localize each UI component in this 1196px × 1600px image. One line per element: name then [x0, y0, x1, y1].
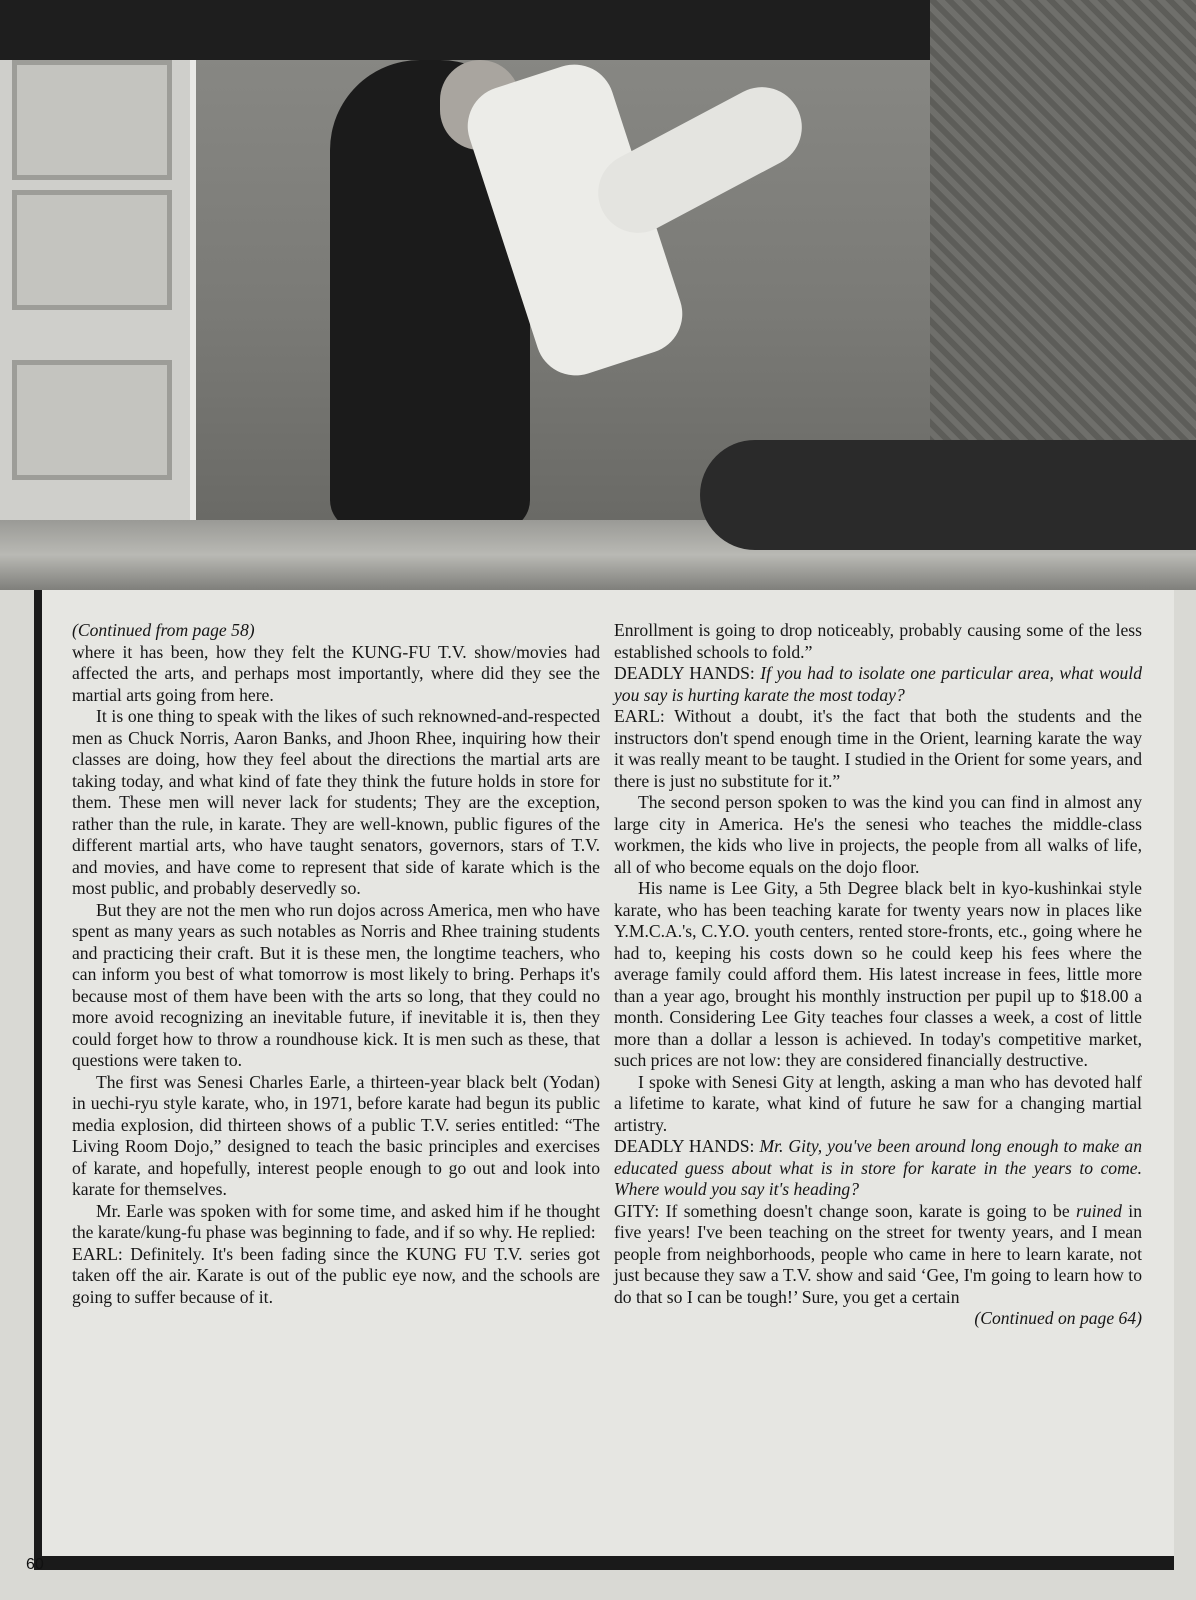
article-paragraph: Enrollment is going to drop noticeably, probably causing some of the less established schools to fold.” [614, 620, 1142, 662]
article-column-left [72, 620, 600, 1308]
article-paragraph: EARL: Without a doubt, it's the fact that both the students and the instructors don't spend enough time in the Orient, learning karate the way it was really meant to be taught. I studied in the Orient for some years, and there is just no substitute for it.” [614, 706, 1142, 791]
interview-question [614, 663, 1142, 706]
speaker-label: DEADLY HANDS: [614, 663, 761, 683]
question-text: If you had to isolate one particular area, what would you say is hurting karate the most today? [614, 663, 1142, 705]
article-paragraph: where it has been, how they felt the KUNG-FU T.V. show/movies had affected the arts, and perhaps most importantly, where did they see the martial arts going from here. [72, 641, 600, 705]
photo-figure-lying [700, 440, 1196, 550]
answer-emphasis: ruined [1076, 1200, 1122, 1221]
article-paragraph: The second person spoken to was the kind you can find in almost any large city in America. He's the senesi who teaches the middle-class workmen, the kids who live in projects, the people from all walks of life, all of who become equals on the dojo floor. [614, 792, 1142, 877]
answer-text: in five years! I've been teaching on the street for twenty years, and I mean people from neighborhoods, people who came in here to learn karate, not just because they saw a T.V. show and said ‘Gee, I'm going to learn how to do that so I can be tough!’ Sure, you get a certain [614, 1200, 1142, 1307]
article-paragraph: The first was Senesi Charles Earle, a thirteen-year black belt (Yodan) in uechi-ryu style karate, who, in 1971, before karate had begun its public media explosion, did thirteen shows of a public T.V. series entitled: “The Living Room Dojo,” designed to teach the basic principles and exercises of karate, and hopefully, interest people enough to go out and look into karate for themselves. [72, 1071, 600, 1199]
article-paragraph: His name is Lee Gity, a 5th Degree black belt in kyo-kushinkai style karate, who has been teaching karate for twenty years now in places like Y.M.C.A.'s, C.Y.O. youth centers, rented store-fronts, etc., going where he had to, keeping his costs down so he could keep his fees where the average family could afford them. His latest increase in fees, little more than a year ago, brought his monthly instruction per pupil up to $18.00 a month. Considering Lee Gity teaches four classes a week, a cost of little more than a dollar a lesson is achieved. In today's competitive market, such prices are not low: they are considered financially destructive. [614, 878, 1142, 1070]
article-paragraph: Mr. Earle was spoken with for some time, and asked him if he thought the karate/kung-fu phase was beginning to fade, and if so why. He replied: [72, 1200, 600, 1242]
page-number: 60 [26, 1556, 44, 1573]
article-paragraph: I spoke with Senesi Gity at length, asking a man who has devoted half a lifetime to karate, what kind of future he saw for a changing martial artistry. [614, 1071, 1142, 1135]
interview-answer [614, 1201, 1142, 1309]
photo-ceiling [0, 0, 930, 60]
article-paragraph: It is one thing to speak with the likes of such reknowned-and-respected men as Chuck Norris, Aaron Banks, and Jhoon Rhee, inquiring how their classes are doing, how they feel about the directions the martial arts are taking today, and what kind of fate they think the future holds in store for them. These men will never lack for students; They are the exception, rather than the rule, in karate. They are well-known, public figures of the different martial arts, who have taught senators, governors, stars of T.V. and movies, and have come to represent that side of karate which is the most public, and probably deservedly so. [72, 706, 600, 898]
photo-door [0, 40, 196, 560]
door-panel [12, 60, 172, 180]
article-box [34, 590, 1174, 1570]
question-text: Mr. Gity, you've been around long enough to make an educated guess about what is in store for karate in the years to come. Where would you say it's heading? [614, 1136, 1142, 1199]
door-panel [12, 360, 172, 480]
door-panel [12, 190, 172, 310]
continued-from-note: (Continued from page 58) [72, 620, 255, 640]
article-paragraph: But they are not the men who run dojos across America, men who have spent as many years as such notables as Norris and Rhee training students and practicing their craft. But it is these men, the longtime teachers, who can inform you best of what tomorrow is most likely to bring. Perhaps it's because most of them have been with the arts so long, that they could no more avoid recognizing an inevitable future, if inevitable it is, then they could forget how to throw a roundhouse kick. It is men such as these, that questions were taken to. [72, 899, 600, 1070]
article-paragraph: EARL: Definitely. It's been fading since the KUNG FU T.V. series got taken off the air. Karate is out of the public eye now, and the schools are going to suffer because of it. [72, 1243, 600, 1307]
article-column-right [614, 620, 1142, 1330]
article-photo [0, 0, 1196, 590]
speaker-label: DEADLY HANDS: [614, 1136, 760, 1156]
answer-text: GITY: If something doesn't change soon, karate is going to be [614, 1200, 1076, 1221]
interview-question [614, 1136, 1142, 1201]
continued-on-note: (Continued on page 64) [974, 1308, 1142, 1328]
